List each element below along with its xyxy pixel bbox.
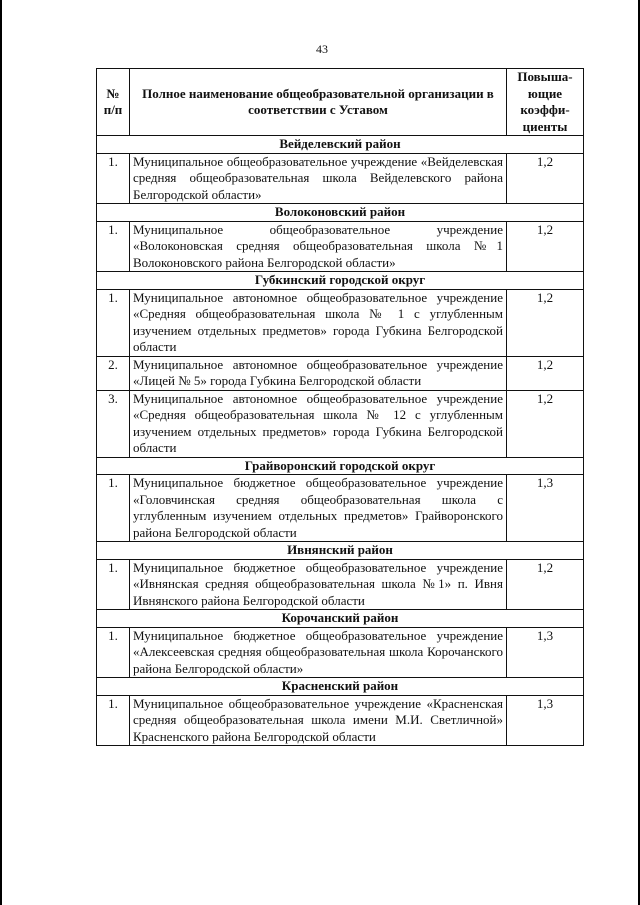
coefficient: 1,3 <box>507 475 584 542</box>
school-name: Муниципальное бюджетное общеобразовательное учреждение «Алексеевская средняя общеобразовательная школа Корочанского района Белгородской области» <box>130 627 507 678</box>
region-name: Губкинский городской округ <box>97 272 584 290</box>
region-row <box>97 457 584 475</box>
row-number: 1. <box>97 153 130 204</box>
table-row <box>97 289 584 356</box>
page-number: 43 <box>316 42 328 56</box>
table-body <box>97 136 584 746</box>
table-row <box>97 475 584 542</box>
coefficient: 1,2 <box>507 289 584 356</box>
row-number: 1. <box>97 221 130 272</box>
row-number: 3. <box>97 390 130 457</box>
region-row <box>97 610 584 628</box>
table-row <box>97 153 584 204</box>
row-number: 1. <box>97 627 130 678</box>
row-number: 1. <box>97 289 130 356</box>
table-row <box>97 559 584 610</box>
region-row <box>97 272 584 290</box>
school-name: Муниципальное автономное общеобразовательное учреждение «Средняя общеобразовательная школа № 12 с углубленным изучением отдельных предметов» города Губкина Белгородской области <box>130 390 507 457</box>
table-header-row <box>97 69 584 136</box>
region-name: Вейделевский район <box>97 136 584 154</box>
coefficient: 1,2 <box>507 390 584 457</box>
school-name: Муниципальное общеобразовательное учреждение «Вейделевская средняя общеобразовательная школа Вейделевского района Белгородской области» <box>130 153 507 204</box>
coefficient: 1,2 <box>507 559 584 610</box>
table-row <box>97 390 584 457</box>
table-row <box>97 627 584 678</box>
coefficient: 1,3 <box>507 627 584 678</box>
row-number: 1. <box>97 475 130 542</box>
school-name: Муниципальное общеобразовательное учреждение «Волоконовская средняя общеобразовательная школа №1 Волоконовского района Белгородской области» <box>130 221 507 272</box>
school-name: Муниципальное бюджетное общеобразовательное учреждение «Головчинская средняя общеобразовательная школа с углубленным изучением отдельных предметов» Грайворонского района Белгородской области <box>130 475 507 542</box>
region-row <box>97 204 584 222</box>
school-name: Муниципальное автономное общеобразовательное учреждение «Средняя общеобразовательная школа № 1 с углубленным изучением отдельных предметов» города Губкина Белгородской области <box>130 289 507 356</box>
region-name: Волоконовский район <box>97 204 584 222</box>
coefficient: 1,2 <box>507 356 584 390</box>
header-coef: Повыша-ющие коэффи-циенты <box>507 69 584 136</box>
coefficient: 1,2 <box>507 153 584 204</box>
region-row <box>97 136 584 154</box>
school-name: Муниципальное бюджетное общеобразовательное учреждение «Ивнянская средняя общеобразовательная школа №1» п. Ивня Ивнянского района Белгородской области <box>130 559 507 610</box>
header-name: Полное наименование общеобразовательной организации в соответствии с Уставом <box>130 69 507 136</box>
region-name: Ивнянский район <box>97 542 584 560</box>
coefficient: 1,3 <box>507 695 584 746</box>
table-row <box>97 695 584 746</box>
coefficient: 1,2 <box>507 221 584 272</box>
row-number: 1. <box>97 695 130 746</box>
region-name: Грайворонский городской округ <box>97 457 584 475</box>
school-name: Муниципальное общеобразовательное учреждение «Красненская средняя общеобразовательная школа имени М.И. Светличной» Красненского района Белгородской области <box>130 695 507 746</box>
header-num: № п/п <box>97 69 130 136</box>
table-row <box>97 356 584 390</box>
table-row <box>97 221 584 272</box>
region-name: Красненский район <box>97 678 584 696</box>
row-number: 1. <box>97 559 130 610</box>
region-name: Корочанский район <box>97 610 584 628</box>
region-row <box>97 542 584 560</box>
school-name: Муниципальное автономное общеобразовательное учреждение «Лицей № 5» города Губкина Белгородской области <box>130 356 507 390</box>
region-row <box>97 678 584 696</box>
row-number: 2. <box>97 356 130 390</box>
schools-table <box>96 68 584 746</box>
